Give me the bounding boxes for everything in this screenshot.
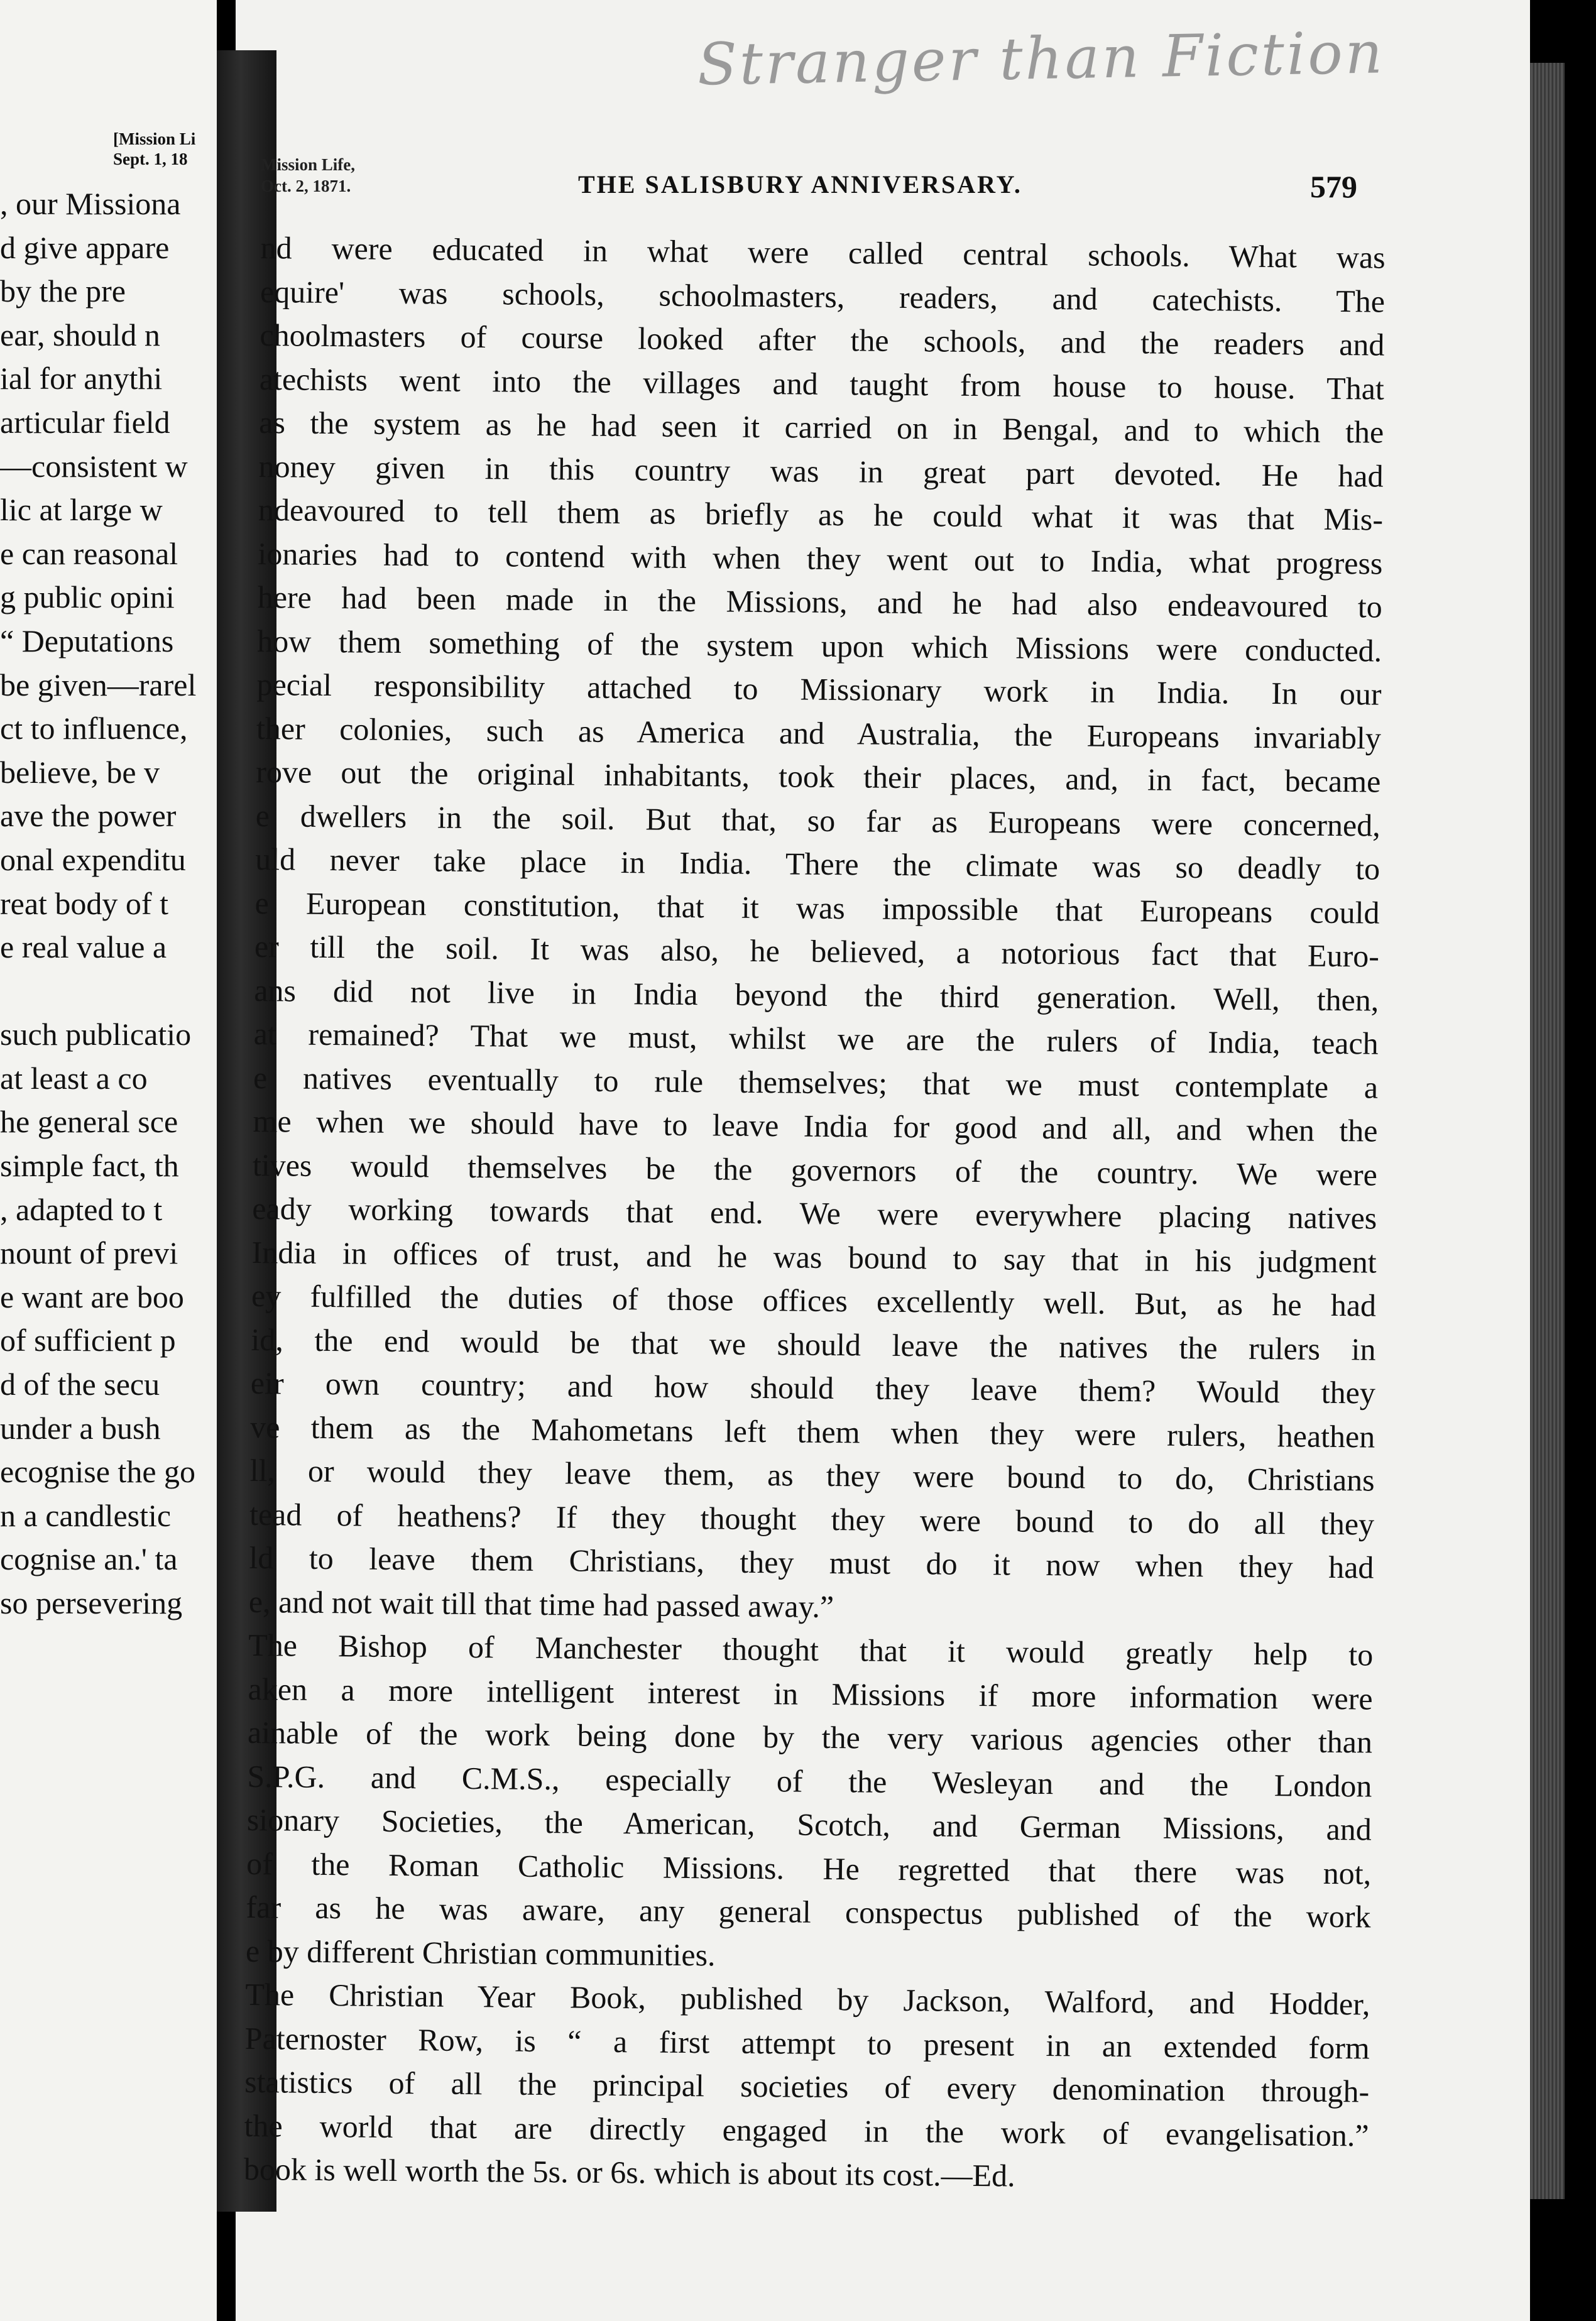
left-text-line: by the pre [0,273,126,309]
left-text-line: ct to influence, [0,711,188,746]
text-line: equire' was schools, schoolmasters, readers, and catechists. The [260,273,1386,319]
text-line: Paternoster Row, is “ a first attempt to present in an extended form [244,2020,1370,2066]
text-line: aken a more intelligent interest in Missions if more information were [248,1671,1373,1717]
text-line: eir own country; and how should they leave them? Would they [250,1365,1376,1411]
body-text [244,226,1386,2201]
left-text-line: reat body of t [0,885,168,921]
page-edge [1530,63,1565,2199]
text-line: The Bishop of Manchester thought that it would greatly help to [248,1627,1374,1673]
text-line: ther colonies, such as America and Australia, the Europeans invariably [256,710,1382,756]
text-line: me when we should have to leave India for good and all, and when the [253,1103,1378,1149]
left-text-line: g public opini [0,579,175,615]
left-text-line: ial for anythi [0,361,163,396]
text-line: er till the soil. It was also, he believed, a notorious fact that Euro- [254,928,1380,974]
left-text-line: d give appare [0,229,170,265]
text-line: eady working towards that end. We were everywhere placing natives [252,1190,1377,1236]
text-line: ionaries had to contend with when they went out to India, what progress [258,535,1383,581]
left-text-line: onal expenditu [0,841,186,877]
text-line: book is well worth the 5s. or 6s. which is about its cost.—Ed. [243,2151,1015,2193]
left-text-line: ecognise the go [0,1454,196,1490]
left-text-line: be given—rarel [0,667,197,702]
text-line: ey fulfilled the duties of those offices excellently well. But, as he had [251,1277,1377,1323]
text-line: statistics of all the principal societies of every denomination through- [244,2063,1370,2109]
left-text-line: —consistent w [0,448,188,484]
text-line: at remained? That we must, whilst we are the rulers of India, teach [253,1015,1379,1061]
text-line: ll, or would they leave them, as they were bound to do, Christians [249,1452,1375,1498]
left-text-line: simple fact, th [0,1148,179,1184]
text-line: id, the end would be that we should leave the natives the rulers in [251,1321,1376,1367]
text-line: ndeavoured to tell them as briefly as he could what it was that Mis- [258,491,1384,537]
text-line: here had been made in the Missions, and he had also endeavoured to [257,579,1383,625]
left-text-line: believe, be v [0,754,160,790]
text-line: e, and not wait till that time had passed away.” [248,1583,834,1624]
text-line: pecial responsibility attached to Missionary work in India. In our [256,666,1382,712]
left-page-header-note: [Mission Li Sept. 1, 18 [113,129,196,168]
left-text-line: at least a co [0,1060,148,1096]
left-text-line: , adapted to t [0,1191,163,1227]
text-line: e natives eventually to rule themselves; that we must contemplate a [253,1059,1379,1105]
left-page-text [0,182,217,1625]
left-text-line: so persevering [0,1585,183,1620]
text-line: e by different Christian communities. [245,1933,716,1972]
text-line: ans did not live in India beyond the third generation. Well, then, [254,972,1379,1018]
left-text-line: e want are boo [0,1279,184,1314]
text-line: The Christian Year Book, published by Jackson, Walford, and Hodder, [245,1976,1370,2022]
left-text-line: “ Deputations [0,623,174,658]
text-line: India in offices of trust, and he was bound to say that in his judgment [251,1234,1377,1280]
left-text-line: cognise an.' ta [0,1541,178,1577]
left-text-line: such publicatio [0,1017,192,1052]
side-note: Mission Life, Oct. 2, 1871. [261,155,356,195]
text-line: ld to leave them Christians, they must do it now when they had [249,1539,1374,1585]
page-number: 579 [1310,169,1357,204]
text-line: rove out the original inhabitants, took their places, and, in fact, became [256,753,1381,799]
left-text-line: articular field [0,404,170,440]
text-line: how them something of the system upon which Missions were conducted. [257,623,1382,669]
text-line: e dwellers in the soil. But that, so far as Europeans were concerned, [255,797,1380,843]
left-text-line: , our Missiona [0,186,181,221]
left-text-line: ear, should n [0,317,160,352]
running-header: THE SALISBURY ANNIVERSARY. [578,170,1022,199]
text-line: as the system as he had seen it carried on in Bengal, and to which the [259,404,1384,450]
text-line: ve them as the Mahometans left them when they were rulers, heathen [250,1409,1375,1455]
left-page [0,0,217,2321]
handwritten-note: Stranger than Fiction [697,19,1386,99]
text-line: tives would themselves be the governors of the country. We were [252,1147,1378,1193]
text-line: uld never take place in India. There the climate was so deadly to [254,841,1380,887]
left-text-line: n a candlestic [0,1497,172,1533]
left-text-line: e can reasonal [0,535,178,571]
left-text-line: under a bush [0,1410,161,1446]
left-text-line: he general sce [0,1104,178,1140]
left-text-line: nount of previ [0,1235,178,1271]
text-line: ainable of the work being done by the very various agencies other than [247,1714,1373,1760]
text-line: atechists went into the villages and taught from house to house. That [259,361,1385,407]
left-text-line: of sufficient p [0,1323,176,1358]
text-line: of the Roman Catholic Missions. He regretted that there was not, [246,1845,1372,1891]
text-line: choolmasters of course looked after the schools, and the readers and [260,317,1385,363]
left-text-line: ave the power [0,798,177,834]
text-line: sionary Societies, the American, Scotch, and German Missions, and [246,1801,1372,1847]
left-text-line: lic at large w [0,492,163,528]
text-line: the world that are directly engaged in the work of evangelisation.” [244,2107,1369,2153]
text-line: nd were educated in what were called central schools. What was [260,229,1386,275]
text-line: S.P.G. and C.M.S., especially of the Wesleyan and the London [247,1758,1372,1804]
text-line: noney given in this country was in great part devoted. He had [258,448,1384,494]
left-text-line: d of the secu [0,1367,160,1402]
text-line: e European constitution, that it was impossible that Europeans could [254,885,1380,931]
text-line: tead of heathens? If they thought they were bound to do all they [249,1496,1375,1542]
left-text-line [0,969,217,1013]
left-text-line: e real value a [0,929,167,965]
text-line: far as he was aware, any general conspectus published of the work [246,1889,1371,1935]
